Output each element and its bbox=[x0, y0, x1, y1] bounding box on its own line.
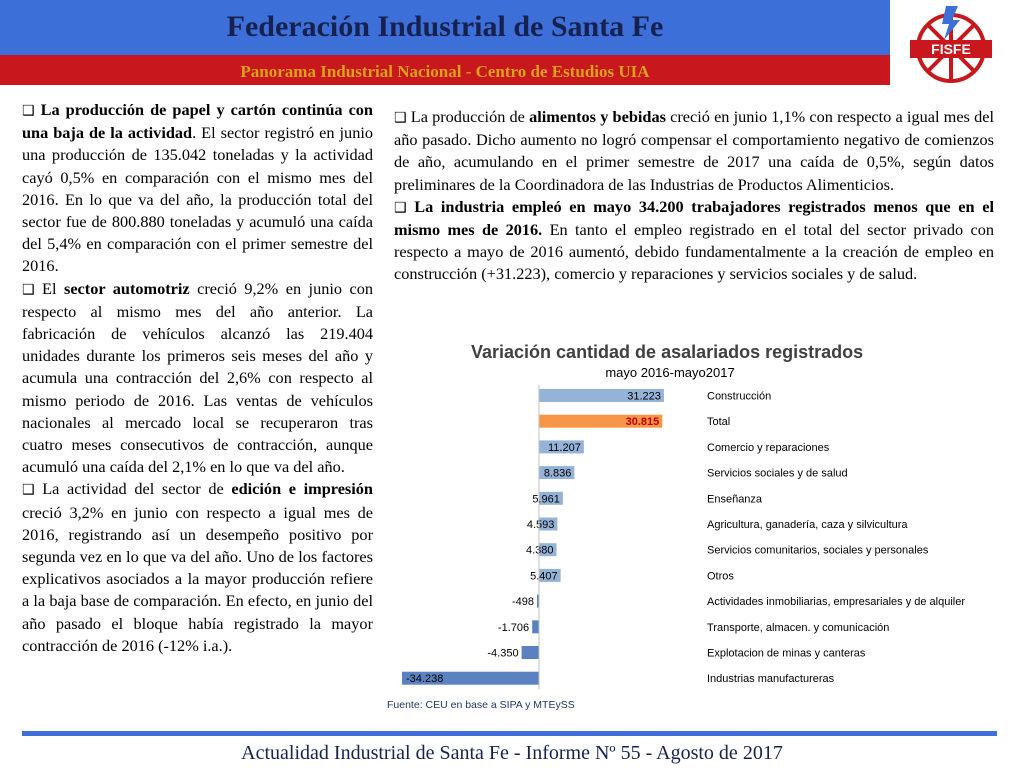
category-label: Otros bbox=[707, 570, 734, 583]
paragraph-paper: ❑ La producción de papel y cartón continúa con una baja de la actividad. El sector registró en junio una producción de 135.042 toneladas y la actividad cayó 0,5% en comparación con el mismo mes del 2016. En lo que va del año, la producción total del sector fue de 800.880 toneladas y acumuló una caída del 5,4% en comparación con el primer semestre del 2016. bbox=[22, 100, 373, 276]
checkbox-bullet-icon: ❑ bbox=[22, 482, 35, 499]
page-title: Federación Industrial de Santa Fe bbox=[226, 10, 664, 43]
right-column bbox=[394, 106, 994, 286]
paragraph-food: ❑ La producción de alimentos y bebidas creció en junio 1,1% con respecto a igual mes del año pasado. Dicho aumento no logró compensar el comportamiento negativo de comienzos de año, acumulando en el primer semestre de 2017 una caída de 0,5%, según datos preliminares de la Coordinadora de las Industrias de Productos Alimenticios. bbox=[394, 107, 994, 194]
chart-source: Fuente: CEU en base a SIPA y MTEySS bbox=[387, 699, 575, 711]
bar-value-label: 11.207 bbox=[548, 441, 581, 454]
category-label: Construcción bbox=[707, 390, 772, 403]
category-label: Industrias manufactureras bbox=[707, 673, 835, 686]
bar-value-label: -4.350 bbox=[487, 647, 519, 660]
bar-value-label: 4.380 bbox=[525, 544, 554, 557]
paragraph-employment: ❑ La industria empleó en mayo 34.200 trabajadores registrados menos que en el mismo mes de 2016. En tanto el empleo registrado en el total del sector privado con respecto a mayo de 2016 aumentó, debido fundamentalmente a la creación de empleo en construcción (+31.223), comercio y reparaciones y servicios sociales y de salud. bbox=[394, 196, 994, 284]
bar-value-label: 30.815 bbox=[625, 416, 660, 429]
bar-value-label: 5.961 bbox=[532, 493, 560, 506]
bar-value-label: -498 bbox=[511, 596, 535, 609]
footer-text: Actualidad Industrial de Santa Fe - Informe Nº 55 - Agosto de 2017 bbox=[241, 742, 783, 764]
checkbox-bullet-icon: ❑ bbox=[22, 103, 35, 119]
category-label: Enseñanza bbox=[707, 493, 763, 506]
bar-9 bbox=[532, 620, 539, 633]
category-label: Actividades inmobiliarias, empresariales y de alquiler bbox=[707, 596, 966, 609]
chart-title: Variación cantidad de asalariados registrados bbox=[471, 342, 864, 362]
bar-value-label: 5.407 bbox=[530, 570, 558, 583]
bar-value-label: 4.593 bbox=[526, 519, 555, 531]
left-column bbox=[22, 99, 373, 657]
checkbox-bullet-icon: ❑ bbox=[22, 281, 35, 298]
footer-divider bbox=[22, 731, 997, 736]
category-label: Total bbox=[707, 416, 731, 429]
category-label: Transporte, almacen. y comunicación bbox=[707, 621, 890, 634]
bar-10 bbox=[522, 646, 539, 659]
employment-variation-chart bbox=[385, 340, 1000, 715]
category-label: Servicios comunitarios, sociales y personales bbox=[707, 544, 929, 557]
bar-value-label: -1.706 bbox=[497, 621, 530, 634]
category-label: Servicios sociales y de salud bbox=[707, 467, 848, 480]
bar-value-label: 31.223 bbox=[627, 390, 661, 403]
chart-subtitle: mayo 2016-mayo2017 bbox=[605, 365, 735, 380]
checkbox-bullet-icon: ❑ bbox=[394, 199, 407, 216]
category-label: Agricultura, ganadería, caza y silvicultura bbox=[707, 519, 908, 531]
bar-value-label: 8.836 bbox=[543, 467, 572, 480]
paragraph-automotive: ❑ El sector automotriz creció 9,2% en junio con respecto al mismo mes del año anterior. La fabricación de vehículos alcanzó las 219.404 unidades durante los primeros seis meses del año y acumula una contracción del 2,6% con respecto al mismo periodo de 2016. Las ventas de vehículos nacionales al mercado local se recuperaron tras cuatro meses consecutivos de contracción, aunque acumuló una caída del 2,1% en lo que va del año. bbox=[22, 278, 374, 477]
bar-value-label: -34.238 bbox=[406, 673, 444, 686]
svg-text:FISFE: FISFE bbox=[931, 41, 971, 57]
paragraph-printing: ❑ La actividad del sector de edición e impresión creció 3,2% en junio con respecto a igual mes de 2016, registrando así un desempeño positivo por segunda vez en lo que va del año. Uno de los factores explicativos asociados a la mayor producción refiere a la baja base de comparación. En efecto, en junio del año pasado el bloque había registrado la mayor contracción de 2016 (-12% i.a.). bbox=[22, 479, 373, 655]
checkbox-bullet-icon: ❑ bbox=[394, 110, 407, 126]
page-subtitle: Panorama Industrial Nacional - Centro de Estudios UIA bbox=[240, 62, 650, 81]
category-label: Comercio y reparaciones bbox=[707, 441, 830, 454]
fisfe-logo bbox=[906, 6, 996, 86]
category-label: Explotacion de minas y canteras bbox=[707, 647, 866, 660]
